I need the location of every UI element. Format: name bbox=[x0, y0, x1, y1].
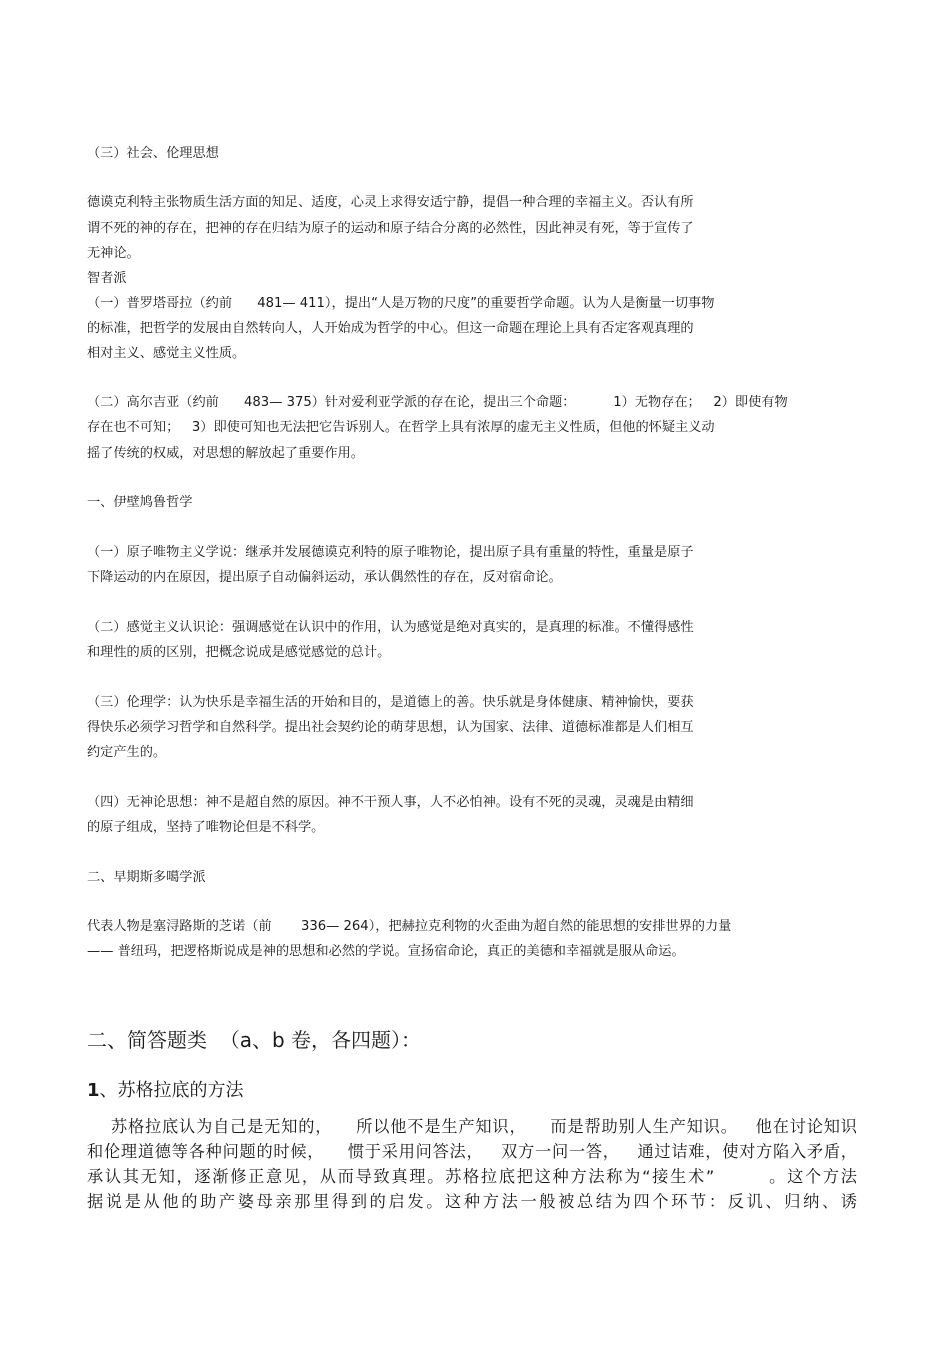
line-22: 二、早期斯多噶学派 bbox=[87, 870, 206, 885]
sub-heading-number: 1 bbox=[87, 1080, 100, 1101]
line-18: 得快乐必须学习哲学和自然科学。提出社会契约论的萌芽思想，认为国家、法律、道德标准都是人们相互 bbox=[87, 720, 694, 735]
line-11: 摇了传统的权威，对思想的解放起了重要作用。 bbox=[87, 446, 364, 461]
line-17: （三）伦理学：认为快乐是幸福生活的开始和目的，是道德上的善。快乐就是身体健康、精神愉快，要获 bbox=[87, 695, 694, 710]
line-9: （二）高尔吉亚（约前 483— 375）针对爱利亚学派的存在论，提出三个命题： 1）无物存在； 2）即使有物 bbox=[87, 395, 788, 410]
line-6: （一）普罗塔哥拉（约前 481— 411），提出“人是万物的尺度”的重要哲学命题。认为人是衡量一切事物 bbox=[87, 296, 715, 311]
para-line-2: 和伦理道德等各种问题的时候， 惯于采用问答法， 双方一问一答， 通过诘难，使对方陷入矛盾， bbox=[87, 1142, 857, 1161]
line-24: —— 普纽玛，把逻格斯说成是神的思想和必然的学说。宣扬宿命论，真正的美德和幸福就是服从命运。 bbox=[87, 944, 685, 959]
line-19: 约定产生的。 bbox=[87, 745, 167, 760]
line-8: 相对主义、感觉主义性质。 bbox=[87, 346, 246, 361]
para-line-3: 承认其无知，逐渐修正意见，从而导致真理。苏格拉底把这种方法称为“接生术” 。这个方法 bbox=[87, 1167, 857, 1186]
section-heading: 二、简答题类 （a、b 卷，各四题）： bbox=[87, 1028, 422, 1052]
line-14: 下降运动的内在原因，提出原子自动偏斜运动，承认偶然性的存在，反对宿命论。 bbox=[87, 570, 562, 585]
line-7: 的标准，把哲学的发展由自然转向人，人开始成为哲学的中心。但这一命题在理论上具有否定客观真理的 bbox=[87, 321, 694, 336]
line-16: 和理性的质的区别，把概念说成是感觉感觉的总计。 bbox=[87, 645, 391, 660]
sub-heading bbox=[87, 1079, 244, 1103]
line-1: （三）社会、伦理思想 bbox=[87, 146, 219, 161]
sub-heading-text: 、苏格拉底的方法 bbox=[99, 1080, 244, 1101]
line-13: （一）原子唯物主义学说：继承并发展德谟克利特的原子唯物论，提出原子具有重量的特性，重量是原子 bbox=[87, 545, 694, 560]
para-line-4: 据说是从他的助产婆母亲那里得到的启发。这种方法一般被总结为四个环节：反讥、归纳、诱 bbox=[87, 1192, 857, 1211]
line-20: （四）无神论思想：神不是超自然的原因。神不干预人事，人不必怕神。设有不死的灵魂，灵魂是由精细 bbox=[87, 795, 694, 810]
line-10: 存在也不可知； 3）即使可知也无法把它告诉别人。在哲学上具有浓厚的虚无主义性质，但他的怀疑主义动 bbox=[87, 420, 715, 435]
line-12: 一、伊壁鸠鲁哲学 bbox=[87, 495, 193, 510]
para-line-1: 苏格拉底认为自己是无知的， 所以他不是生产知识， 而是帮助别人生产知识。 他在讨论知识 bbox=[87, 1117, 857, 1136]
line-3: 谓不死的神的存在，把神的存在归结为原子的运动和原子结合分离的必然性，因此神灵有死，等于宣传了 bbox=[87, 221, 694, 236]
line-5: 智者派 bbox=[87, 271, 127, 286]
line-21: 的原子组成，坚持了唯物论但是不科学。 bbox=[87, 820, 325, 835]
line-2: 德谟克利特主张物质生活方面的知足、适度，心灵上求得安适宁静，提倡一种合理的幸福主义。否认有所 bbox=[87, 195, 694, 210]
line-4: 无神论。 bbox=[87, 246, 140, 261]
line-23: 代表人物是塞浔路斯的芝诺（前 336— 264），把赫拉克利物的火歪曲为超自然的能思想的安排世界的力量 bbox=[87, 919, 732, 934]
line-15: （二）感觉主义认识论：强调感觉在认识中的作用，认为感觉是绝对真实的，是真理的标准。不懂得感性 bbox=[87, 620, 694, 635]
